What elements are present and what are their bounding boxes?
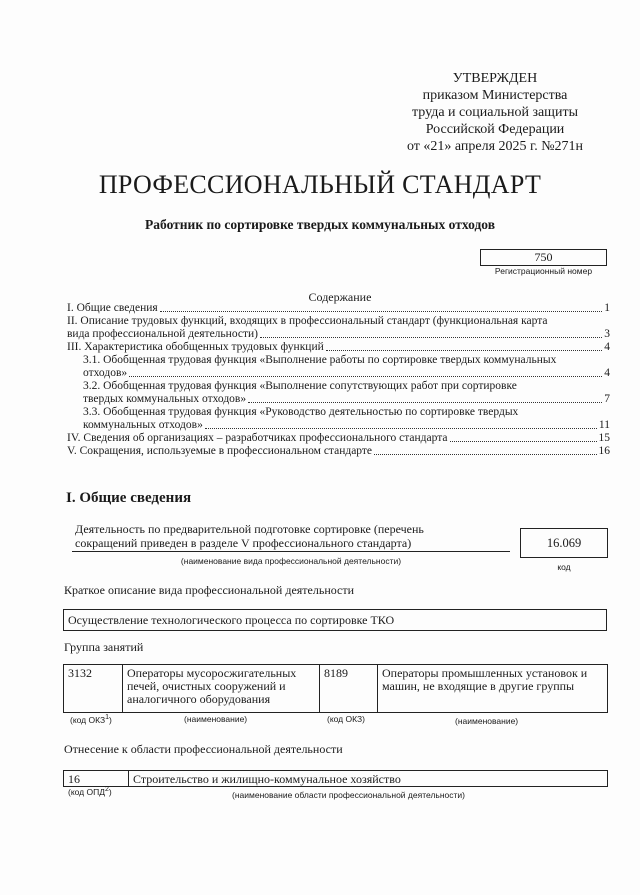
brief-description-label: Краткое описание вида профессиональной деятельности	[64, 583, 355, 597]
toc-heading: Содержание	[308, 290, 372, 304]
opd-code-cell: 16	[64, 771, 129, 787]
toc-item[interactable]: 3.3. Обобщенная трудовая функция «Руководство деятельностью по сортировке твердых коммунальных отходов» 11	[83, 406, 610, 431]
area-name-cell: Строительство и жилищно-коммунальное хозяйство	[129, 771, 608, 787]
document-subtitle: Работник по сортировке твердых коммунальных отходов	[145, 217, 495, 232]
area-name-caption: (наименование области профессиональной деятельности)	[232, 790, 465, 800]
toc-item[interactable]: IV. Сведения об организациях – разработчиках профессионального стандарта 15	[67, 432, 610, 444]
activity-code: 16.069	[520, 528, 608, 558]
activity-name: Деятельность по предварительной подготовке сортировке (перечень сокращений приведен в разделе V профессионального стандарта)	[75, 522, 424, 550]
name-caption: (наименование)	[184, 714, 248, 724]
okz-code-cell: 3132	[64, 665, 123, 713]
toc-item[interactable]: II. Описание трудовых функций, входящих в профессиональный стандарт (функциональная карта вида профессиональной деятельности) 3	[67, 315, 610, 340]
toc-item[interactable]: III. Характеристика обобщенных трудовых функций 4	[67, 341, 610, 353]
okz-caption: (код ОКЗ$^1$)	[70, 714, 112, 725]
occupation-group-label: Группа занятий	[64, 640, 144, 654]
opd-caption: (код ОПД$^2$)	[68, 786, 112, 797]
approval-title: УТВЕРЖДЕН	[452, 71, 538, 86]
approval-block	[390, 70, 600, 155]
table-of-contents	[67, 302, 610, 458]
approval-line: приказом Министерства	[422, 88, 568, 103]
document-title: ПРОФЕССИОНАЛЬНЫЙ СТАНДАРТ	[98, 170, 542, 199]
section-heading: I. Общие сведения	[66, 490, 192, 506]
registration-number: 750	[480, 249, 607, 266]
occupation-name-cell: Операторы мусоросжигательных печей, очистных сооружений и аналогичного оборудования	[123, 665, 320, 713]
area-table	[63, 770, 608, 787]
okz-code-cell: 8189	[320, 665, 378, 713]
approval-date: от «21» апреля 2025 г. №271н	[406, 139, 584, 154]
okz-caption: (код ОКЗ)	[327, 714, 365, 724]
brief-description: Осуществление технологического процесса по сортировке ТКО	[63, 609, 607, 631]
table-row	[64, 665, 608, 713]
approval-line: труда и социальной защиты	[412, 105, 578, 120]
toc-item[interactable]: 3.1. Обобщенная трудовая функция «Выполнение работы по сортировке твердых коммунальных отходов» 4	[83, 354, 610, 379]
table-row	[64, 771, 608, 787]
name-caption: (наименование)	[455, 716, 519, 726]
area-label: Отнесение к области профессиональной деятельности	[64, 742, 343, 756]
toc-item[interactable]: I. Общие сведения 1	[67, 302, 610, 314]
toc-item[interactable]: 3.2. Обобщенная трудовая функция «Выполнение сопутствующих работ при сортировке твердых коммунальных отходов» 7	[83, 380, 610, 405]
activity-caption: (наименование вида профессиональной деятельности)	[180, 556, 402, 566]
toc-item[interactable]: V. Сокращения, используемые в профессиональном стандарте 16	[67, 445, 610, 457]
activity-underline	[72, 551, 510, 552]
code-caption: код	[557, 562, 571, 572]
registration-label: Регистрационный номер	[494, 266, 593, 276]
occupation-group-table	[63, 664, 608, 713]
occupation-name-cell: Операторы промышленных установок и машин, не входящие в другие группы	[378, 665, 608, 713]
approval-line: Российской Федерации	[425, 122, 565, 137]
